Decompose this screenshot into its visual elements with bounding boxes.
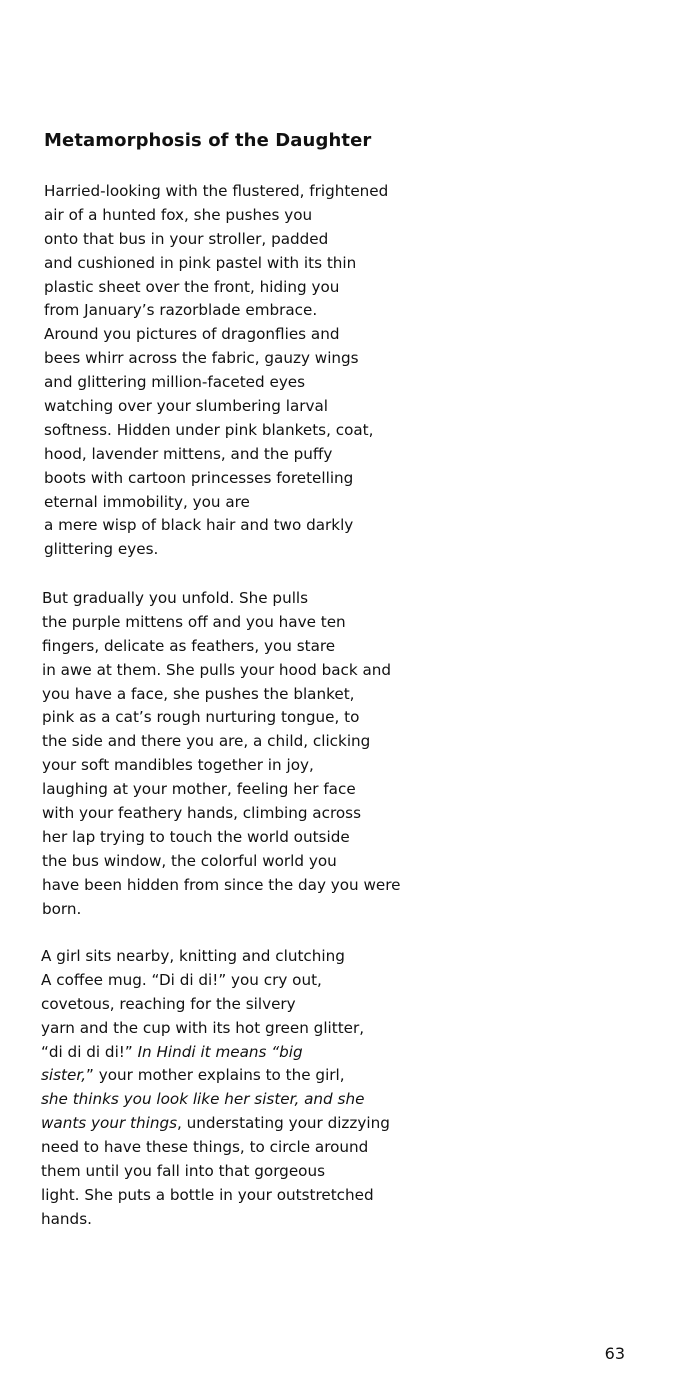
poem-line: pink as a cat’s rough nurturing tongue, to xyxy=(42,708,360,727)
poem-line: the side and there you are, a child, clicking xyxy=(42,732,371,751)
poem-line: light. She puts a bottle in your outstretched xyxy=(41,1185,374,1204)
poem-line: hands. xyxy=(41,1209,92,1228)
poem-line: bees whirr across the fabric, gauzy wings xyxy=(44,349,359,368)
poem-line: wants your things, understating your dizzying xyxy=(41,1114,390,1133)
poem-line: onto that bus in your stroller, padded xyxy=(44,229,329,248)
poem-line: the bus window, the colorful world you xyxy=(42,851,337,870)
poem-line: need to have these things, to circle around xyxy=(41,1138,369,1157)
poem-line: yarn and the cup with its hot green glitter, xyxy=(41,1018,365,1037)
italic-phrase: In Hindi it means “big xyxy=(137,1042,303,1061)
poem-line: a mere wisp of black hair and two darkly xyxy=(44,516,354,535)
poem-line: But gradually you unfold. She pulls xyxy=(42,589,309,607)
poem-line: A coffee mug. “Di di di!” you cry out, xyxy=(41,970,322,989)
poem-line: in awe at them. She pulls your hood back and xyxy=(42,660,392,679)
poem-line: Harried-looking with the flustered, frightened xyxy=(44,182,389,200)
poem-line: fingers, delicate as feathers, you stare xyxy=(42,636,336,655)
poem-line: from January’s razorblade embrace. xyxy=(44,301,318,320)
poem-line: boots with cartoon princesses foretelling xyxy=(44,468,354,487)
poem-line: and cushioned in pink pastel with its thin xyxy=(44,253,357,272)
italic-phrase: wants your things xyxy=(41,1114,178,1133)
poem-line xyxy=(41,1088,390,1112)
poem-title: Metamorphosis of the Daughter xyxy=(44,130,372,151)
stanza-3 xyxy=(41,945,390,1232)
page-number: 63 xyxy=(604,1344,625,1363)
poem-line: glittering eyes. xyxy=(44,540,159,559)
poem-line: the purple mittens off and you have ten xyxy=(42,612,346,631)
poem-line: and glittering million-faceted eyes xyxy=(44,373,306,392)
poem-line: have been hidden from since the day you were xyxy=(42,875,401,894)
poem-line: plastic sheet over the front, hiding you xyxy=(44,277,340,296)
poem-line: with your feathery hands, climbing across xyxy=(42,804,361,823)
italic-phrase: she thinks you look like her sister, and she xyxy=(41,1090,365,1109)
poem-line: hood, lavender mittens, and the puffy xyxy=(44,444,333,463)
poem-line: sister,” your mother explains to the girl, xyxy=(41,1066,345,1085)
poem-line: laughing at your mother, feeling her face xyxy=(42,780,356,799)
poem-line: A girl sits nearby, knitting and clutching xyxy=(41,947,345,965)
poem-line: “di di di di!” In Hindi it means “big xyxy=(41,1042,303,1061)
poem-line: air of a hunted fox, she pushes you xyxy=(44,205,313,224)
poem-line: Around you pictures of dragonflies and xyxy=(44,325,340,344)
italic-phrase: sister, xyxy=(41,1066,87,1085)
poem-line: softness. Hidden under pink blankets, coat, xyxy=(44,420,374,439)
stanza-2 xyxy=(42,587,401,921)
poem-line: eternal immobility, you are xyxy=(44,492,250,511)
poem-line: watching over your slumbering larval xyxy=(44,397,329,416)
poem-line: born. xyxy=(42,899,82,918)
poem-line: covetous, reaching for the silvery xyxy=(41,994,296,1013)
poem-line: you have a face, she pushes the blanket, xyxy=(42,684,355,703)
poem-line: her lap trying to touch the world outside xyxy=(42,827,350,846)
poem-line: your soft mandibles together in joy, xyxy=(42,756,314,775)
stanza-1 xyxy=(44,180,388,562)
poem-line: them until you fall into that gorgeous xyxy=(41,1162,325,1181)
